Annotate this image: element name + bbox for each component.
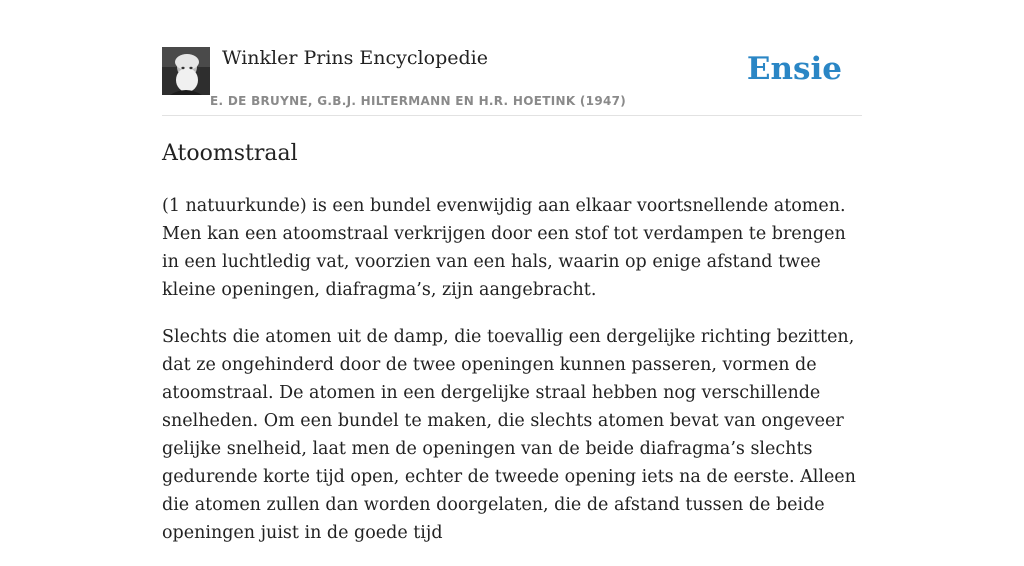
article-body: [162, 192, 862, 566]
paragraph-1: (1 natuurkunde) is een bundel evenwijdig aan elkaar voortsnellende atomen. Men kan een atoomstraal verkrijgen door een stof tot verdampen te brengen in een luchtledig vat, voorzien van een hals, waarin op enige afstand twee kleine openingen, diafragma’s, zijn aangebracht.: [162, 196, 846, 300]
brand-logo[interactable]: Ensie: [746, 51, 842, 87]
article-title: Atoomstraal: [162, 141, 298, 166]
author-avatar[interactable]: [162, 47, 210, 95]
book-authors: E. DE BRUYNE, G.B.J. HILTERMANN EN H.R. HOETINK (1947): [210, 94, 627, 108]
header: [162, 0, 862, 116]
portrait-image: [162, 47, 210, 95]
book-title[interactable]: Winkler Prins Encyclopedie: [222, 47, 488, 69]
paragraph-2: Slechts die atomen uit de damp, die toevallig een dergelijke richting bezitten, dat ze ongehinderd door de twee openingen kunnen passeren, vormen de atoomstraal. De atomen in een dergelijke straal hebben nog verschillende snelheden. Om een bundel te maken, die slechts atomen bevat van ongeveer gelijke snelheid, laat men de openingen van de beide diafragma’s slechts gedurende korte tijd open, echter de tweede opening iets na de eerste. Alleen die atomen zullen dan worden doorgelaten, die de afstand tussen de beide openingen juist in de goede tijd: [162, 327, 856, 543]
